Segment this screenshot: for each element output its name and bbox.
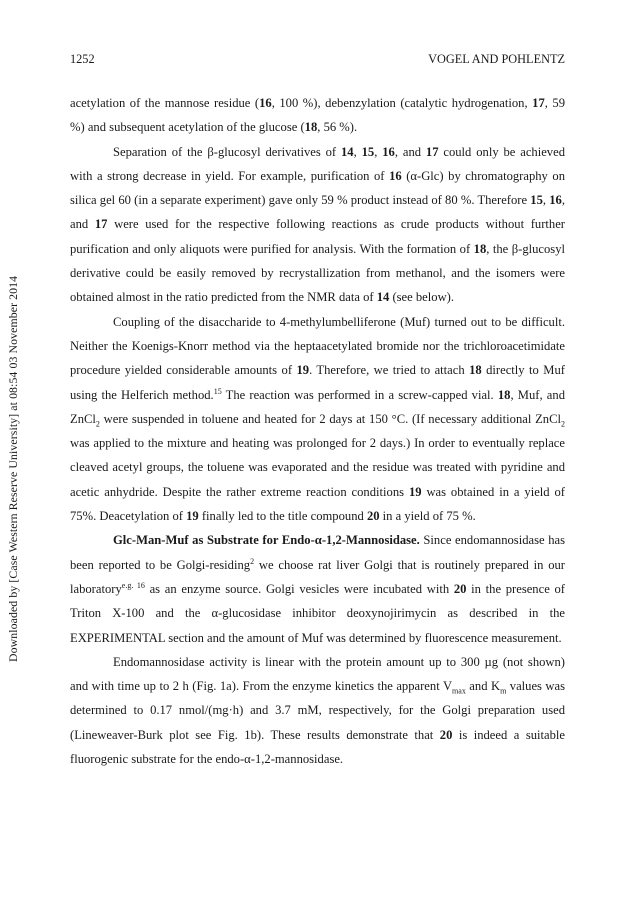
text: acetylation of the mannose residue ( (70, 96, 260, 110)
compound-ref: 15 (530, 193, 543, 208)
text: , (374, 144, 383, 159)
citation-ref: 15 (213, 386, 222, 396)
compound-ref: 18 (497, 387, 511, 402)
text: , 59 %) and subsequent acetylation of the glucose ( (70, 96, 566, 135)
subscript: 2 (561, 419, 565, 429)
text: , (542, 193, 550, 208)
compound-ref: 18 (469, 363, 482, 378)
text: , and (70, 193, 565, 232)
citation-ref: e.g. 16 (121, 580, 145, 590)
compound-ref: 16 (549, 193, 562, 208)
compound-ref: 17 (425, 144, 439, 159)
paragraph-2 (70, 140, 565, 310)
text: were used for the respective following reactions as crude products without further purification and only aliquots were purified for analysis. With the formation of (70, 217, 565, 256)
compound-ref: 20 (366, 509, 380, 524)
text: directly to Muf using the Helferich method. (70, 363, 565, 402)
body-text (70, 91, 565, 771)
text: was obtained in a yield of 75%. Deacetylation of (70, 484, 565, 524)
text: as an enzyme source. Golgi vesicles were incubated with (144, 581, 454, 596)
paragraph-1 (70, 91, 565, 140)
text: could only be achieved with a strong decrease in yield. For example, purification of (70, 144, 565, 183)
download-watermark: Downloaded by [Case Western Reserve University] at 08:54 03 November 2014 (6, 275, 20, 662)
section-heading: Glc-Man-Muf as Substrate for Endo-α-1,2-Mannosidase. (113, 533, 420, 548)
compound-ref: 16 (382, 144, 395, 159)
text: Separation of the β-glucosyl derivatives of (113, 144, 341, 159)
text: and K (465, 679, 501, 694)
text: in the presence of Triton X-100 and the α-glucosidase inhibitor deoxynojirimycin as described in the EXPERIMENTAL section and the amount of Muf was determined by fluorescence measurement. (70, 581, 565, 645)
compound-ref: 19 (296, 363, 310, 378)
text: Coupling of the disaccharide to 4-methylumbelliferone (Muf) turned out to be difficult. Neither the Koenigs-Knorr method via the heptaacetylated bromide nor the trichloroacetimidate procedure yielded considerable amounts of (70, 314, 565, 378)
compound-ref: 20 (439, 727, 453, 742)
compound-ref: 20 (453, 581, 467, 596)
compound-ref: 16 (389, 168, 402, 183)
text: finally led to the title compound (198, 509, 367, 524)
text: The reaction was performed in a screw-capped vial. (221, 387, 498, 402)
text: was applied to the mixture and heating was prolonged for 2 days.) In order to eventually replace cleaved acetyl groups, the toluene was evaporated and the residue was treated with pyridine and acetic anhydride. Despite the rather extreme reaction conditions (70, 436, 565, 499)
compound-ref: 17 (94, 217, 108, 232)
subscript: m (500, 686, 507, 696)
paragraph-3 (70, 310, 565, 529)
subscript: max (452, 686, 466, 696)
compound-ref: 17 (532, 96, 545, 110)
text: , 100 %), debenzylation (catalytic hydrogenation, (271, 96, 533, 110)
text: in a yield of 75 %. (379, 509, 476, 524)
text: , (353, 144, 362, 159)
compound-ref: 18 (473, 241, 487, 256)
text: , the β-glucosyl derivative could be easily removed by recrystallization from methanol, and the isomers were obtained almost in the ratio predicted from the NMR data of (70, 241, 565, 305)
page-number: 1252 (70, 52, 95, 66)
compound-ref: 19 (408, 484, 422, 499)
text: , Muf, and ZnCl (70, 387, 565, 426)
text: values was determined to 0.17 nmol/(mg·h) and 3.7 mM, respectively, for the Golgi preparation used (Lineweaver-Burk plot see Fig. 1b). These results demonstrate that (70, 679, 566, 742)
text: , 56 %). (317, 120, 358, 135)
compound-ref: 15 (361, 144, 375, 159)
page-header (70, 52, 565, 68)
compound-ref: 14 (340, 144, 354, 159)
text: Since endomannosidase has been reported to be Golgi-residing (70, 533, 565, 572)
text: we choose rat liver Golgi that is routinely prepared in our laboratory (70, 557, 565, 596)
text: were suspended in toluene and heated for 2 days at 150 °C. (If necessary additional ZnCl (99, 411, 561, 426)
paragraph-5 (70, 650, 565, 771)
text: Endomannosidase activity is linear with the protein amount up to 300 µg (not shown) and with time up to 2 h (Fig. 1a). From the enzyme kinetics the apparent V (70, 654, 565, 694)
text: is indeed a suitable fluorogenic substrate for the endo-α-1,2-mannosidase. (70, 727, 565, 767)
subscript: 2 (95, 419, 100, 429)
running-head: VOGEL AND POHLENTZ (428, 52, 565, 66)
citation-ref: 2 (250, 556, 255, 566)
paragraph-4 (70, 528, 565, 649)
compound-ref: 18 (304, 120, 318, 135)
compound-ref: 14 (376, 290, 390, 305)
text: , and (394, 144, 426, 159)
text: . Therefore, we tried to attach (309, 363, 470, 378)
compound-ref: 19 (186, 509, 199, 524)
text: (α-Glc) by chromatography on silica gel 60 (in a separate experiment) gave only 59 % product instead of 80 %. Therefore (70, 168, 565, 208)
text: (see below). (389, 290, 455, 305)
compound-ref: 16 (259, 96, 272, 110)
